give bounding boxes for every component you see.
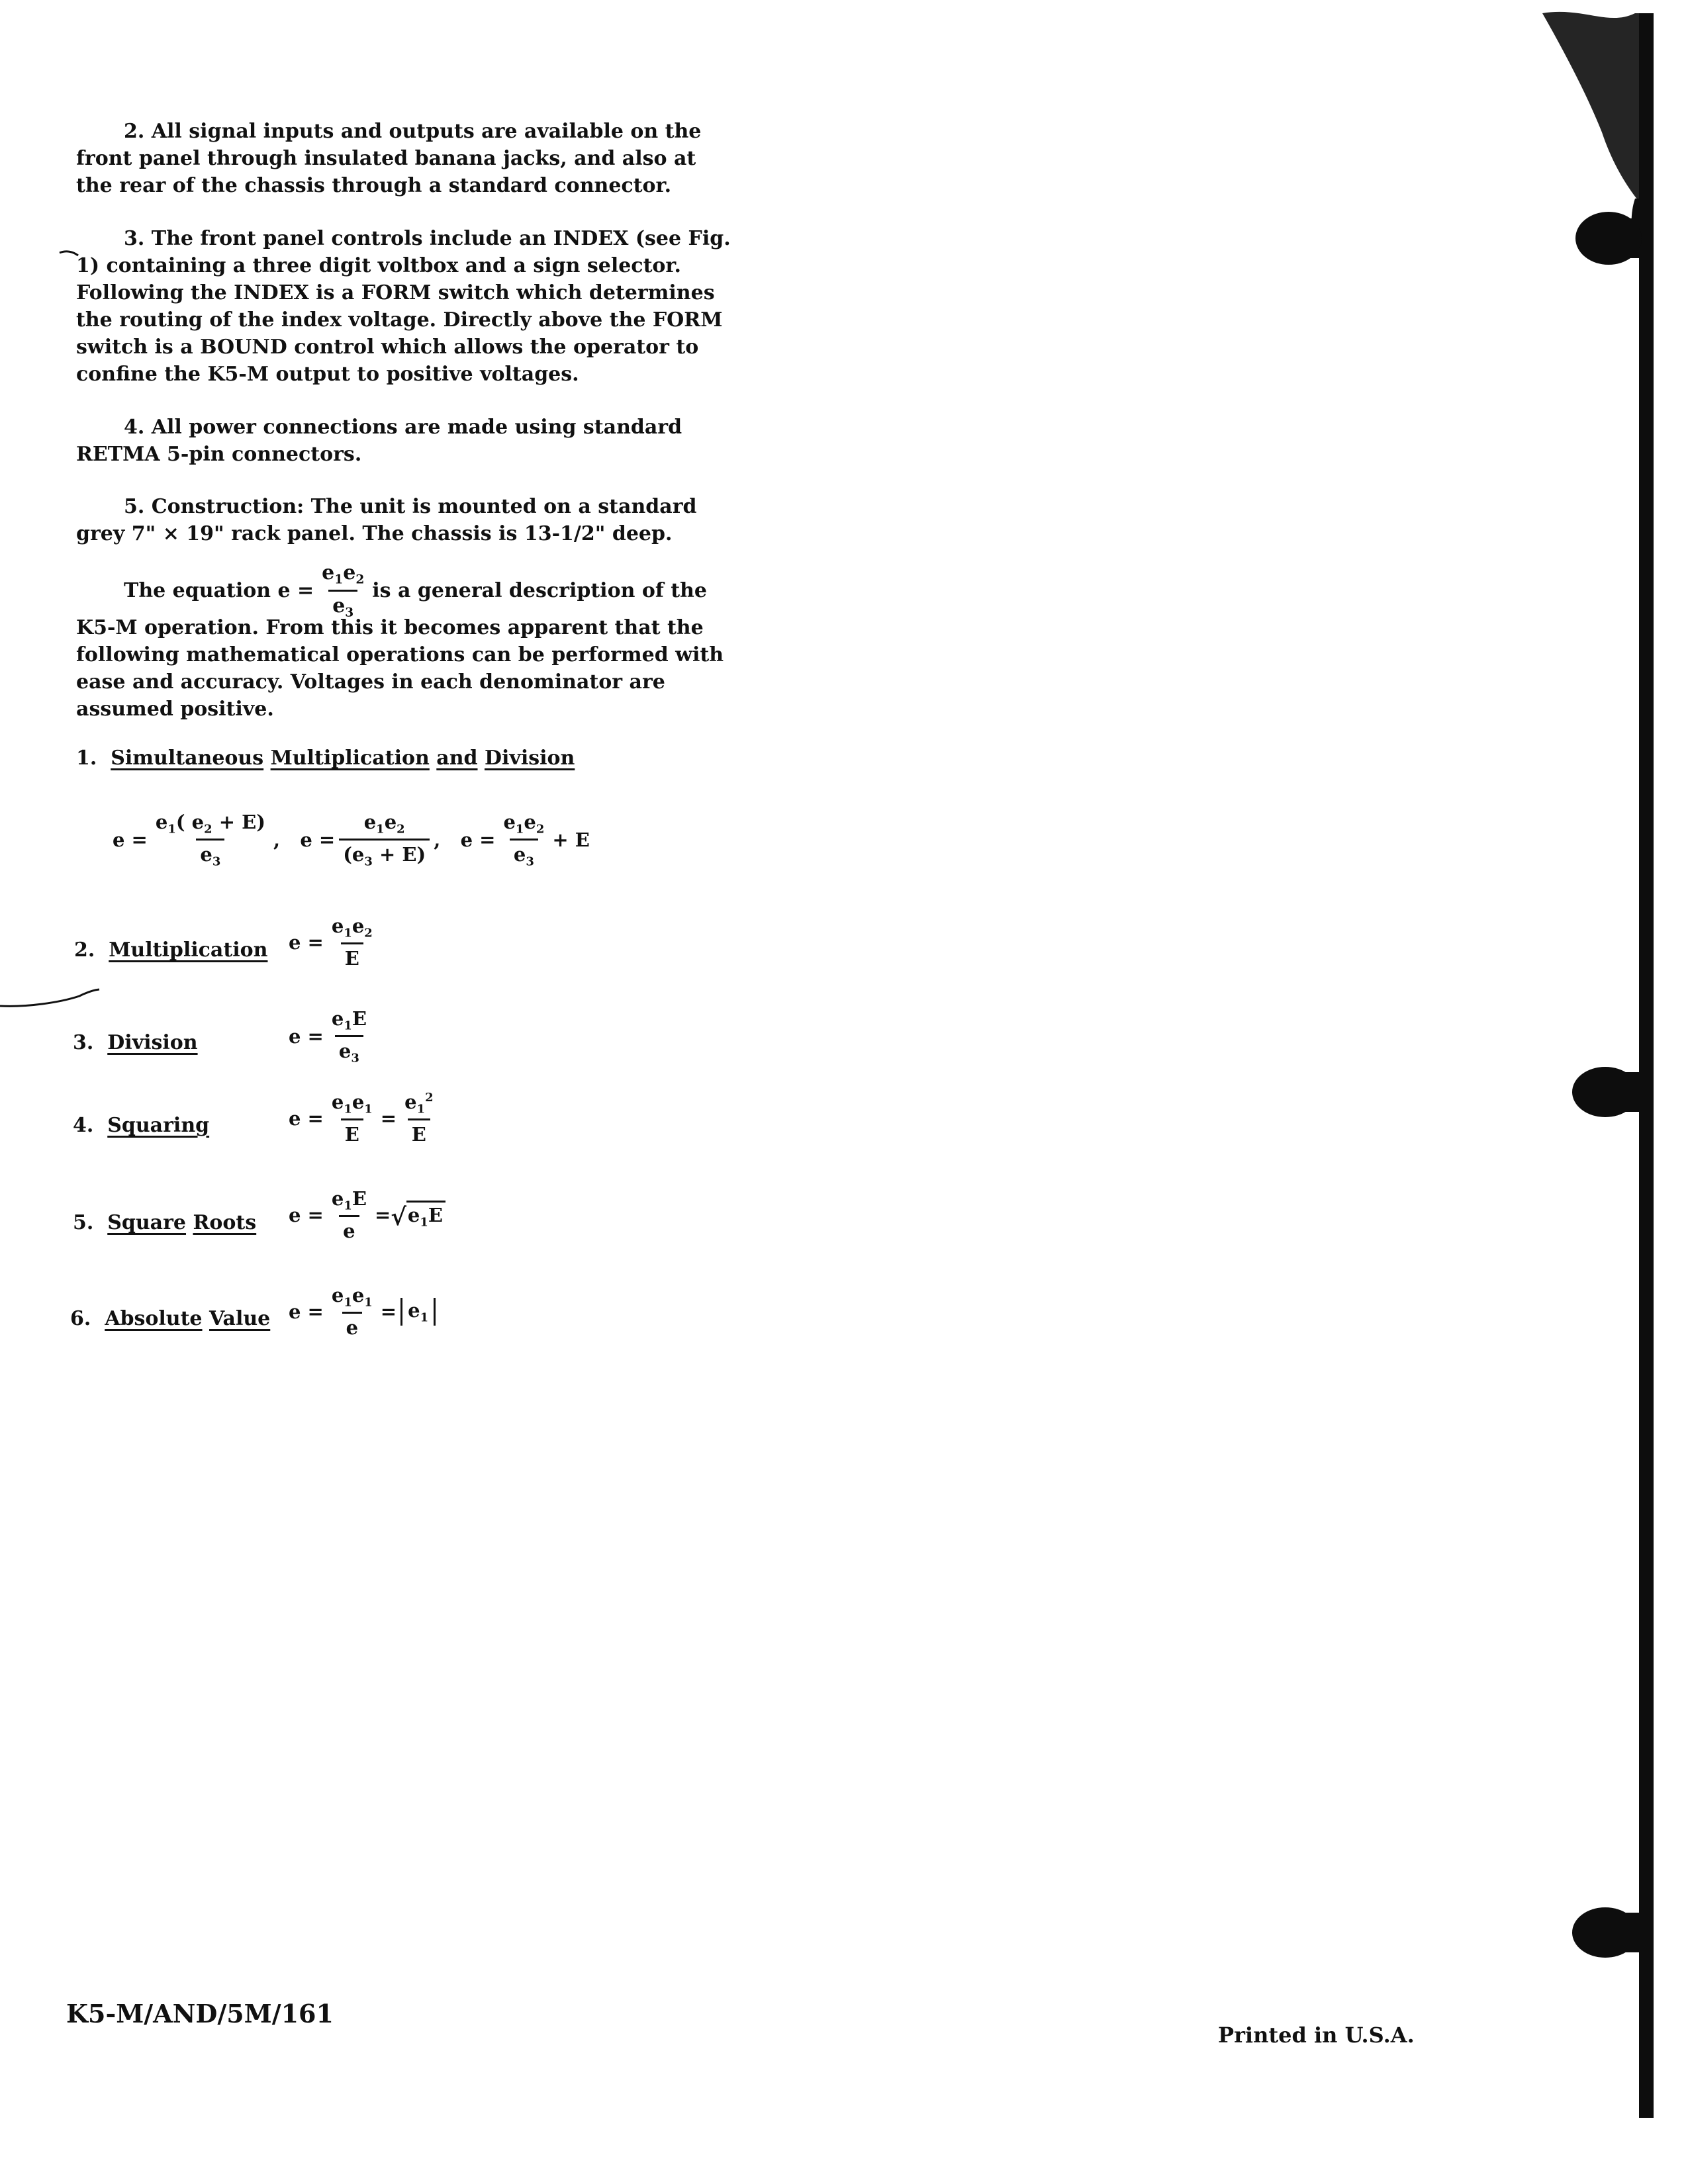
operation-4-formula: e = $\frac{e_1e_1}{E}$ = $\frac{e_1^2}{E}$	[289, 1091, 434, 1146]
operation-3-heading: 3. Division	[73, 1031, 198, 1054]
general-equation-fraction: $\frac{e_1e_2}{e_3}$	[322, 561, 365, 619]
operation-6-heading: 6. Absolute Value	[70, 1307, 271, 1330]
paragraph-2: 2. All signal inputs and outputs are available on the front panel through insulated banana jacks, and also at the rear of the chassis through a standard connector.	[76, 120, 702, 197]
absolute-value-bars: $e_1$	[400, 1298, 436, 1326]
operation-2-heading: 2. Multiplication	[74, 938, 268, 962]
document-code: K5-M/AND/5M/161	[66, 1999, 334, 2028]
operation-3-formula: e = $\frac{e_1E}{e_3}$	[289, 1007, 367, 1066]
operation-2-formula: e = $\frac{e_1e_2}{E}$	[289, 915, 373, 970]
operation-1-formulas: e = $\frac{e_1( e_2 + E)}{e_3}$ , e = $\frac{e_1e_2}{(e_3 + E)}$ , e = $\frac{e_1e_2}{e_3}$ + E	[113, 811, 590, 869]
paragraph-6: K5-M operation. From this it becomes apparent that the following mathematical operations can be performed with ease and accuracy. Voltages in each denominator are assumed positive.	[76, 616, 724, 721]
operation-4-heading: 4. Squaring	[73, 1114, 210, 1137]
operation-1-heading: 1. Simultaneous Multiplication and Division	[76, 747, 575, 770]
paragraph-5: 5. Construction: The unit is mounted on a standard grey 7" × 19" rack panel. The chassis is 13-1/2" deep.	[76, 495, 697, 545]
operation-5-heading: 5. Square Roots	[73, 1211, 257, 1234]
equation-intro: The equation e = $\frac{e_1e_2}{e_3}$ is a general description of the	[124, 561, 707, 619]
operation-5-formula: e = $\frac{e_1E}{e}$ = √ $e_1E$	[289, 1187, 445, 1242]
square-root-symbol: √ $e_1E$	[391, 1201, 445, 1229]
paragraph-3: 3. The front panel controls include an INDEX (see Fig. 1) containing a three digit voltbox and a sign selector. Following the INDEX is a FORM switch which determines the routing of the index voltage. Directly above the FORM switch is a BOUND control which allows the operator to confine the K5-M output to positive voltages.	[76, 227, 731, 386]
printed-in-label: Printed in U.S.A.	[1218, 2023, 1415, 2048]
operation-6-formula: e = $\frac{e_1e_1}{e}$ = $e_1$	[289, 1284, 436, 1339]
paragraph-4: 4. All power connections are made using standard RETMA 5-pin connectors.	[76, 416, 682, 466]
